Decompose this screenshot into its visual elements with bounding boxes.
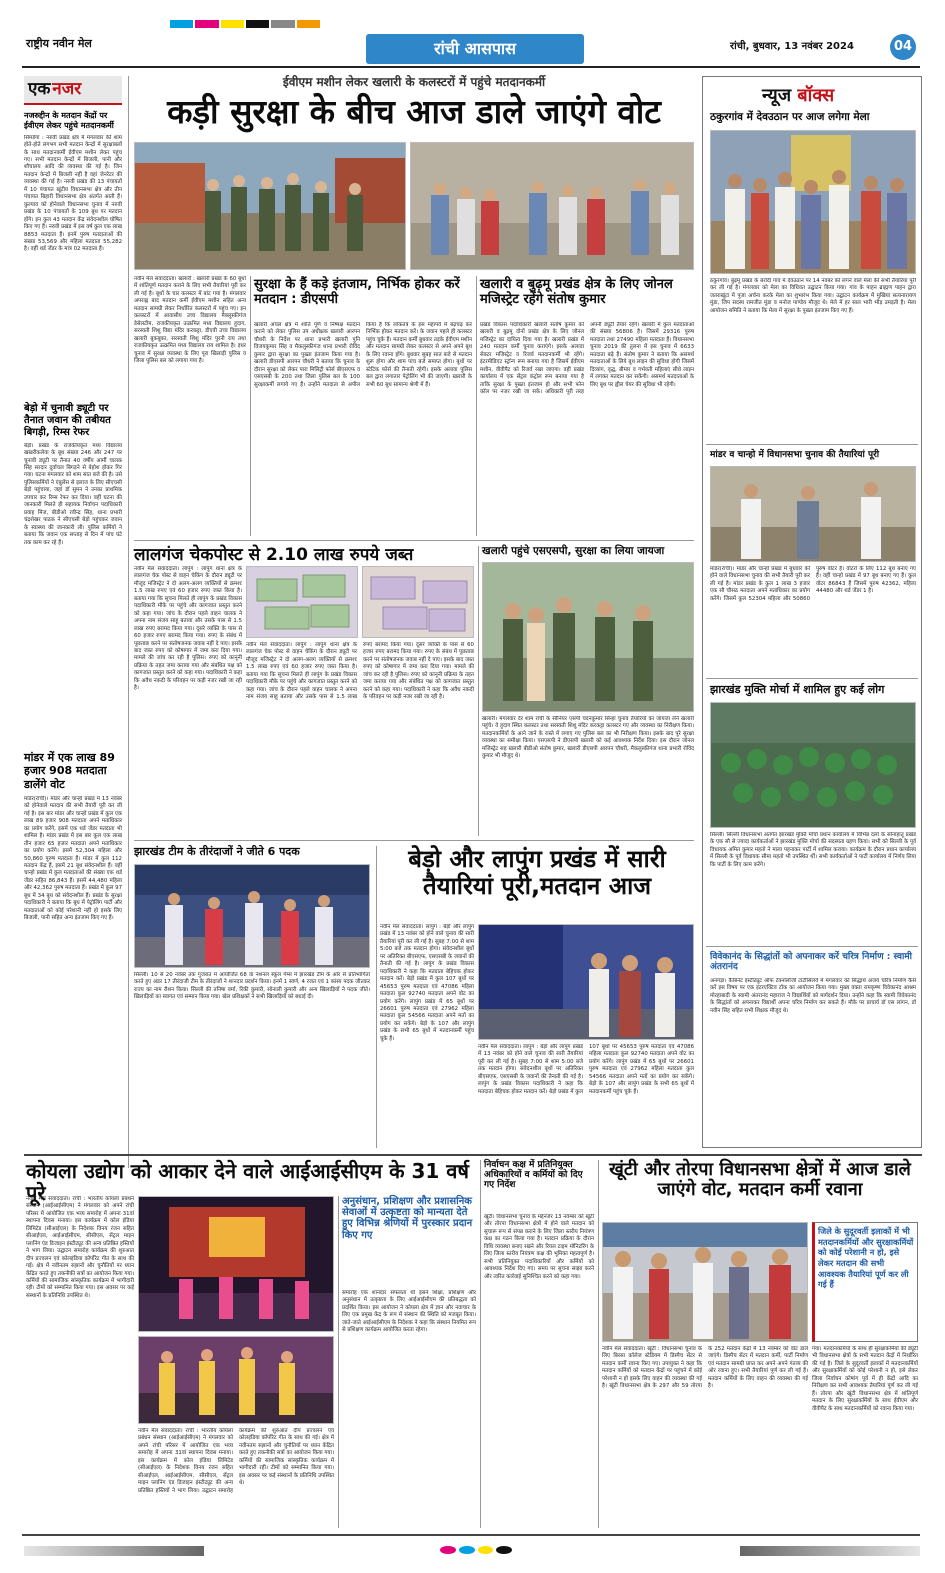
page-number: 04 — [890, 34, 916, 60]
khunti-side: गया। मतदानकर्मियों के साथ ही सुरक्षाकर्मियों की ड्यूटी भी विधानसभा क्षेत्रों के सभी मतदान केंद्रों में निर्धारित की गई है। जिले के सुदूरवर्ती इलाकों में मतदानकर्मियों और सुरक्षाकर्मियों को कोई परेशानी न हो, इसे लेकर जिला निर्वाचन कोषांग पूर्व में ही केंद्रों आदि का निरीक्षण कर सभी आवश्यक तैयारियां पूर्ण कर ली गई हैं। तोरपा और खूंटी विधानसभा क्षेत्र में शांतिपूर्ण मतदान के लिए सुरक्षाकर्मियों के साथ ईवीएम और वीवीपैट के साथ मतदानकर्मियों को रवाना किया गया। — [812, 1346, 918, 1412]
news-box-title: न्यूज बॉक्स — [762, 85, 835, 106]
khunti-headline: खूंटी और तोरपा विधानसभा क्षेत्रों में आज डाले जाएंगे वोट, मतदान कर्मी रवाना — [609, 1159, 911, 1201]
mandar-photo — [710, 466, 916, 562]
jmm-headline: झारखंड मुक्ति मोर्चा में शामिल हुए कई लोग — [710, 683, 885, 696]
color-bar-top — [170, 20, 320, 29]
lead-headline: कड़ी सुरक्षा के बीच आज डाले जाएंगे वोट — [167, 92, 661, 131]
nazar-story-2-body: बेड़ो। प्रखंड के राजकीयकृत मध्य विद्यालय खखरीकलेवा के बूथ संख्या 246 और 247 पर चुनावी ड्यूटी पर तैनात 40 वर्षीय आर्मी चालक सिंह सरदार दूर्वाचल बिगड़ने से बेहोश होकर गिर गया। घटना मंगलवार को शाम सात बजे की है। उसे पुलिसकर्मियों ने एंबुलेंस से इलाज के लिए सीएचसी बेड़ो पहुंचाया, जहां डॉ सुमन ने उनका प्राथमिक उपचार कर रिम्स रेफर कर दिया। वहीं घटना की जानकारी मिलते ही सहायक निर्वाचन पदाधिकारी प्रवाह मिंज, बीडीओ रवीन्द्र सिंह, थाना प्रभारी चंद्रशेखर पाठक ने सीएचसी बेड़ो पहुंचकर जवान के स्वास्थ्य की जानकारी ली। पुलिस कर्मियों ने बताया कि जवान एक सप्ताह से दिन में पांच घंटे तक काम कर रहे हैं। — [24, 442, 122, 546]
bero-photo — [478, 924, 694, 1040]
lalganj-body-cont: नवीन मेल संवाददाता। लापुंग : लापुंग थाना क्षेत्र के लालगंज चेक पोस्ट से वाहन चेकिंग के दौरान ड्यूटी पर मौजूद मजिस्ट्रेट ने दो अलग-अलग व्यक्तियों से क्रमशः 1.5 लाख रुपए एवं 60 हजार रुपए जब्त किया है। बताया गया कि सूचना मिलते ही लापुंग के प्रखंड विकास पदाधिकारी मौके पर पहुंचे और कागजात प्रस्तुत करने को कहा गया। जांच के दौरान पहले वाहन चालक ने अपना नाम संजय साहू बताया और उसके पास से 1.5 लाख रुपए बरामद किया गया। दूसरे व्यक्ति के पास से 60 हजार रुपए बरामद किया गया। रुपए के संबंध में पूछताछ करने पर संतोषजनक जवाब नहीं दे पाए। इसके बाद जब्त रुपए को कोषागार में जमा करा दिया गया। मामले की जांच कर रही है पुलिस। रुपए को कानूनी प्रक्रिया के तहत जमा कराया गया और संबंधित पक्ष को कागजात प्रस्तुत करने को कहा गया। पदाधिकारी ने कहा कि अवैध नकदी के परिवहन पर कड़ी नजर रखी जा रही है। — [246, 642, 474, 701]
color-bar-bottom — [440, 1546, 512, 1556]
nazar-story-3-head: मांडर में एक लाख 89 हजार 908 मतदाता डालेंगे वोट — [24, 750, 115, 792]
footer-rule — [22, 1534, 920, 1536]
dsp-body: खलारी अंचल क्षेत्र में शांति पूर्ण व निष्पक्ष मतदान कराने को लेकर पुलिस उप अधीक्षक खलारी आरपन चौधरी के निर्देश पर थाना प्रभारी खलारी पुनि विजयकुमार सिंह व मैकलुस्कीगंज थाना प्रभारी रोविंद कुमार द्वारा सुरक्षा का पुख्ता इंतजाम किया गया है। खलारी डीएसपी आरपन चौधरी ने बताया कि चुनाव के दौरान सुरक्षा को लेकर पारा मिलिट्री फोर्स बीएसएफ व एसएसबी के 200 तथा जिला पुलिस बल के 100 सुरक्षाकर्मी लगाये गए हैं। उन्होंने मतदाता से अपील किया है कि लोकतंत्र के इस महापर्व में बढ़चढ़ कर निर्भिक होकर मतदान करें। के जवान पहले ही कलस्टर पहुंच चुके हैं। मतदान कर्मी बुधवार तड़के ईवीएम मशीन और मतदान सामग्री लेकर कलस्टर से अपने अपने बूथ के लिए रवाना होंगे। बुधवार सुबह सात बजे से मतदान शुरू होगा और शाम पांच बजे समाप्त होगा। बूथों पर स्टेटिक फोर्स की तैनाती रहेगी। इसके अलावा पुलिस बल द्वारा लगातार पेट्रोलिंग भी की जाएगी। खलारी के सभी 60 बूथ सामान्य श्रेणी में हैं। — [254, 322, 472, 388]
jmm-body: सिल्ली। सिल्ली विधानसभा अंतर्गत झारखंड मुक्ति मोर्चा प्रधान कार्यालय में विभिन्न दलों के सोनाहातू प्रखंड के एक सौ से ज्यादा कार्यकर्ताओं ने झारखंड मुक्ति मोर्चा की सदस्यता ग्रहण किया। सभी को सिल्ली के पूर्व विधायक अमित कुमार महतो ने माला पहनाकर पार्टी में शामिल कराया। कार्यक्रम के दौरान प्रधान कार्यालय में सिल्ली के पूर्व विधायक सीमा महतो भी उपस्थित थीं। सभी कार्यकर्ताओं ने पार्टी कार्यालय में निर्णय लिया कि पार्टी के लिए काम करेंगे। — [710, 832, 916, 868]
vivek-headline: विवेकानंद के सिद्धांतों को अपनाकर करें चरित्र निर्माण : स्वामी अंतरानंद — [710, 952, 912, 973]
lead-body: नवीन मेल संवाददाता। खलारी : खलारी प्रखंड के 60 बूथों में शांतिपूर्ण मतदान कराने के लिए सभी तैयारियां पूरी कर ली गई है। बूथों के चार कलस्टर में बांट गया है। मंगलवार अपराह्न बाद मतदान कर्मी ईवीएम मशीन सहित अन्य मतदान सामग्री लेकर निर्धारित कलस्टरों में पहुंच गए। इन कलस्टरों में आवासीय उच्च विद्यालय मैक्लुस्कीगंज डेसेलटीम, राजकीयकृत उत्क्रमित मध्य विद्यालय हुदाग, सरस्वती शिशु विद्या मंदिर करकट्टा, डीएवी उच्च विद्यालय खलारी बुकबुका, सरस्वती शिशु मंदिर पुरनी राय तथा राजकीयकृत उत्क्रमित मध्य विद्यालय राय शामिल है। इधर चुनाव में सुरक्षा व्यवस्था के लिए पूरा खिलाड़ी पुलिस व जिला पुलिस बल को लगाया गया है। — [134, 276, 246, 364]
section-title: रांची आसपास — [366, 34, 584, 64]
archery-body: सिल्ली। 10 से 20 नवंबर तक गुजरात में आयोजित 68 वां नेशनल स्कूल गेम्स में झारखंड टीम के ओर से प्रतिभागिता करते हुए अंडर 17 तीरंदाजी टीम के तीरंदाजों ने शानदार प्रदर्शन किया। इनमें 1 स्वर्ण, 4 रजत एवं 1 कांस्य पदक जीतकर राज्य का नाम रौशन किया। सिल्ली की तनिषा वर्मा, रिंकी कुमारी, सोनाली कुमारी और अन्य खिलाड़ियों ने पदक जीते। खिलाड़ियों का स्वागत एवं सम्मान किया गया। खेल प्रशिक्षकों ने सभी खिलाड़ियों को बधाई दी। — [134, 972, 370, 1001]
lalganj-body: नवीन मेल संवाददाता। लापुंग : लापुंग थाना क्षेत्र के लालगंज चेक पोस्ट से वाहन चेकिंग के दौरान ड्यूटी पर मौजूद मजिस्ट्रेट ने दो अलग-अलग व्यक्तियों से क्रमशः 1.5 लाख रुपए एवं 60 हजार रुपए जब्त किया है। बताया गया कि सूचना मिलते ही लापुंग के प्रखंड विकास पदाधिकारी मौके पर पहुंचे और कागजात प्रस्तुत करने को कहा गया। जांच के दौरान पहले वाहन चालक ने अपना नाम संजय साहू बताया और उसके पास से 1.5 लाख रुपए बरामद किया गया। दूसरे व्यक्ति के पास से 60 हजार रुपए बरामद किया गया। रुपए के संबंध में पूछताछ करने पर संतोषजनक जवाब नहीं दे पाए। इसके बाद जब्त रुपए को कोषागार में जमा करा दिया गया। मामले की जांच कर रही है पुलिस। रुपए को कानूनी प्रक्रिया के तहत जमा कराया गया और संबंधित पक्ष को कागजात प्रस्तुत करने को कहा गया। पदाधिकारी ने कहा कि अवैध नकदी के परिवहन पर कड़ी नजर रखी जा रही है। — [134, 566, 242, 692]
khunti-body: नवीन मेल संवाददाता। खूंटी : विधानसभा चुनाव के लिए बिरसा कॉलेज स्टेडियम में डिस्पैच सेंटर से मतदान कर्मी रवाना किए गए। उपायुक्त ने कहा कि मतदान कर्मियों को मतदान केंद्रों पर पहुंचने में कोई परेशानी न हो इसके लिए वाहन की व्यवस्था की गई है। खूंटी विधानसभा क्षेत्र के 297 और 59 तोरपा के 252 मतदान केंद्रों में 13 नवम्बर को वोट डाले जाएंगे। डिस्पैच सेंटर में मतदान कर्मी, पार्टी निर्माण एवं मतदान सामग्री प्राप्त कर अपने अपने गंतव्य की ओर रवाना हुए। सभी तैयारियां पूर्ण कर ली गई हैं। मतदान कर्मियों के लिए वाहन की व्यवस्था की गई है। — [602, 1346, 808, 1390]
commission-body: खूंटी। विधानसभा चुनाव के मद्देनजर 13 नवम्बर को खूंटी और तोरपा विधानसभा क्षेत्रों में होने वाले मतदान को सुचारू रूप से संपन्न कराने के लिए जिला स्तरीय नियंत्रण कक्ष का गठन किया गया है। मतदान प्रक्रिया के दौरान विधि व्यवस्था बनाए रखने और रियल टाइम मॉनिटरिंग के लिए जिला स्तरीय नियंत्रण कक्ष की भूमिका महत्वपूर्ण है। सभी प्रतिनियुक्त पदाधिकारियों और कर्मियों को आवश्यक निर्देश दिए गए। समय पर सूचना साझा करने और त्वरित कार्रवाई सुनिश्चित करने को कहा गया। — [484, 1214, 594, 1280]
commission-headline: निर्वाचन कक्ष में प्रतिनियुक्त अधिकारियों व कर्मियों को दिए गए निर्देश — [484, 1160, 583, 1191]
khunti-pull-quote: जिले के सुदूरवर्ती इलाकों में भी मतदानकर्मियों और सुरक्षाकर्मियों को कोई परेशानी न हो, इसे लेकर मतदान की सभी आवश्यक तैयारियां पूर्ण कर ली गई हैं — [812, 1222, 918, 1342]
coal-sub-body: समारोह एक शानदार सफलता थी इसने शिक्षा, प्रशिक्षण और अनुसंधान में उत्कृष्टता के लिए आईआईसीएम की प्रतिबद्धता को प्रदर्शित किया। इस आयोजन ने कोयला क्षेत्र में ज्ञान और नवाचार के लिए एक प्रमुख केंद्र के रूप में संस्थान की स्थिति को मजबूत किया। जाते-जाते आईआईसीएम के निदेशक ने कहा कि संस्थान नियमित रूप से प्रशिक्षण कार्यक्रम आयोजित करता रहेगा। — [342, 1290, 476, 1334]
bero-body-cont: नवीन मेल संवाददाता। लापुंग : बेड़ो और लापुंग प्रखंड में 13 नवंबर को होने वाले चुनाव की सारी तैयारियां पूरी कर ली गई है। सुबह 7:00 से शाम 5:00 बजे तक मतदान होगा। संवेदनशील बूथों पर अतिरिक्त बीएसएफ, एसएसबी के जवानों की तैनाती की गई है। लापुंग के प्रखंड विकास पदाधिकारी ने कहा कि मतदाता बेहिचक होकर मतदान करें। बेड़ो प्रखंड में कुल 107 बूथों पर 45653 पुरुष मतदाता एवं 47086 महिला मतदाता कुल 92740 मतदाता अपने वोट का प्रयोग करेंगे। लापुंग प्रखंड में 65 बूथों पर 26601 पुरुष मतदाता एवं 27962 महिला मतदाता कुल 54566 मतदाता अपने मतों का प्रयोग कर सकेंगे। बेड़ो के 107 और लापुंग प्रखंड के सभी 65 बूथों में मतदानकर्मी पहुंच चुके हैं। — [478, 1044, 694, 1095]
lead-photo-security — [134, 142, 406, 270]
archery-headline: झारखंड टीम के तीरंदाजों ने जीते 6 पदक — [134, 845, 300, 858]
ek-nazar-column — [24, 76, 122, 1168]
magistrate-headline: खलारी व बुढ़मू प्रखंड क्षेत्र के लिए जोनल मजिस्ट्रेट रहेंगे संतोष कुमार — [480, 277, 673, 307]
coal-body: नवीन मेल संवाददाता। रांची : भारतीय कोयला प्रबंधन संस्थान (आईआईसीएम) ने मंगलवार को अपने रांची परिसर में आयोजित एक भव्य समारोह में अपना 31वां स्थापना दिवस मनाया। इस कार्यक्रम में कोल इंडिया लिमिटेड (सीआईएल) के निदेशक विनय रंजन सहित सीआईएल, आईआईसीएम, सीसीएल, सेंट्रल माइन प्लानिंग एंड डिजाइन इंस्टीट्यूट की अन्य प्रतिष्ठित हस्तियों ने भाग लिया। उद्घाटन समारोह कार्यक्रम की शुरुआत दीप प्रज्वलन एवं कोलइंडिया कॉर्पोरेट गीत के साथ की गई। क्षेत्र में नवीनतम रुझानों और चुनौतियों पर ध्यान केंद्रित करते हुए तकनीकी सत्रों का आयोजन किया गया। कर्मियों की सामाजिक सांस्कृतिक कार्यक्रम में भागीदारी रही। टीमों को सम्मानित किया गया। इस अवसर पर कई संस्थानों के प्रतिनिधि उपस्थित थे। — [26, 1196, 134, 1299]
coal-photo-stage — [138, 1196, 334, 1332]
vivek-body: अनगड़ा। कैबिनेट इंस्टीट्यूट ऑफ टेक्नोलॉजी टाटीसिलवे में मंगलवार को सिद्धार्थ अजय चरित्र निर्माण कैसे करें इस विषय पर एक इंटरएक्टिव टॉक का आयोजन किया गया। मुख्य वक्ता रामकृष्ण विवेकानंद आश्रम मोरहाबादी के स्वामी अंतरानंद महाराज ने विद्यार्थियों को मार्गदर्शन दिया। उन्होंने कहा कि स्वामी विवेकानंद के सिद्धांतों को अपनाकर विद्यार्थी अपना चरित्र निर्माण कर सकते हैं। मौके पर प्राचार्य डॉ एस लांगन, डॉ नवीन सिंह सहित सभी शिक्षक मौजूद थे। — [710, 978, 916, 1014]
lead-kicker: ईवीएम मशीन लेकर खलारी के कलस्टरों में पहुंचे मतदानकर्मी — [282, 75, 546, 89]
nazar-story-2-head: बेड़ो में चुनावी ड्यूटी पर तैनात जवान की तबीयत बिगड़ी, रिम्स रेफर — [24, 402, 111, 438]
lalganj-photo-cash-1 — [246, 566, 358, 638]
dsp-headline: सुरक्षा के हैं कड़े इंतजाम, निर्भिक होकर करें मतदान : डीएसपी — [254, 277, 460, 307]
nazar-story-1-head: नजरुद्दीन के मतदान केंद्रों पर ईवीएम लेकर पहुंचे मतदानकर्मी — [24, 111, 114, 131]
lead-photo-poll-workers — [410, 142, 694, 270]
paper-name: राष्ट्रीय नवीन मेल — [26, 37, 92, 50]
gradient-bar-right — [740, 1546, 920, 1556]
mela-headline: ठकुरगांव में देवउठान पर आज लगेगा मेला — [710, 111, 870, 123]
mandar-headline: मांडर व चान्हो में विधानसभा चुनाव की तैयारियां पूरी — [710, 450, 880, 460]
gradient-bar-left — [24, 1546, 204, 1556]
dateline: रांची, बुधवार, 13 नवंबर 2024 — [730, 41, 854, 52]
ssp-headline: खलारी पहुंचे एसएसपी, सुरक्षा का लिया जायजा — [482, 545, 665, 557]
ssp-photo — [482, 562, 694, 712]
bero-body: नवीन मेल संवाददाता। लापुंग : बेड़ो और लापुंग प्रखंड में 13 नवंबर को होने वाले चुनाव की सारी तैयारियां पूरी कर ली गई है। सुबह 7:00 से शाम 5:00 बजे तक मतदान होगा। संवेदनशील बूथों पर अतिरिक्त बीएसएफ, एसएसबी के जवानों की तैनाती की गई है। लापुंग के प्रखंड विकास पदाधिकारी ने कहा कि मतदाता बेहिचक होकर मतदान करें। बेड़ो प्रखंड में कुल 107 बूथों पर 45653 पुरुष मतदाता एवं 47086 महिला मतदाता कुल 92740 मतदाता अपने वोट का प्रयोग करेंगे। लापुंग प्रखंड में 65 बूथों पर 26601 पुरुष मतदाता एवं 27962 महिला मतदाता कुल 54566 मतदाता अपने मतों का प्रयोग कर सकेंगे। बेड़ो के 107 और लापुंग प्रखंड के सभी 65 बूथों में मतदानकर्मी पहुंच चुके हैं। — [380, 924, 474, 1042]
coal-photo-dance — [138, 1336, 334, 1424]
coal-headline: कोयला उद्योग को आकार देने वाले आईआईसीएम के 31 वर्ष पूरे — [26, 1159, 469, 1206]
archery-photo — [134, 864, 370, 968]
khunti-photo — [602, 1222, 808, 1342]
bero-headline: बेड़ो और लापुंग प्रखंड में सारी तैयारियां पूरी,मतदान आज — [408, 845, 666, 900]
mela-photo — [710, 130, 916, 274]
coal-sub-kicker: अनुसंधान, प्रशिक्षण और प्रशासनिक सेवाओं में उत्कृष्टता को मान्यता देते हुए विभिन्न श्रेणियों में पुरस्कार प्रदान किए गए — [342, 1196, 473, 1241]
lalganj-photo-cash-2 — [362, 566, 474, 638]
jmm-photo — [710, 702, 916, 828]
lalganj-headline: लालगंज चेकपोस्ट से 2.10 लाख रुपये जब्त — [134, 545, 414, 565]
nazar-story-1-body: सिमडेगा : नरुवी प्रखंड क्षेत्र में मंगलवार की शाम होते-होते लगभग सभी मतदान केन्द्रों में सुरक्षाबलों के साथ मतदानकर्मी ईवीएम मशीन लेकर पहुंच गए। सभी मतदान केन्द्रों में बिजली, पानी और शौचालय आदि की व्यवस्था की गई है। जिन मतदान केन्द्रों में बिजली नहीं है वहां जेनरेटर की व्यवस्था की गई है। नरुवी प्रखंड की 13 पंचायतों में 10 पंचायत खूंटीय विधानसभा क्षेत्र और तीन पंचायत बिहारी विधानसभा क्षेत्र अंतर्गत आती हैं। कुल्याव को होनेवाले विधानसभा चुनाव में नरुवी प्रखंड के 10 पंचायतों के 109 बूथ पर मतदान होंगे। इन कुल 43 मतदान केंद्र संवेदनशील घोषित किए गए हैं। नरुवी प्रखंड में इस वर्ष कुल एक लाख 8853 मतदाता हैं। इनमें पुरुष मतदाताओं की संख्या 53,569 और महिला मतदाता 55,282 है। वहीं थर्ड जेंडर के मात्र 02 मतदाता हैं। — [24, 134, 122, 253]
column-divider — [128, 76, 129, 1168]
coal-body-cont: नवीन मेल संवाददाता। रांची : भारतीय कोयला प्रबंधन संस्थान (आईआईसीएम) ने मंगलवार को अपने रांची परिसर में आयोजित एक भव्य समारोह में अपना 31वां स्थापना दिवस मनाया। इस कार्यक्रम में कोल इंडिया लिमिटेड (सीआईएल) के निदेशक विनय रंजन सहित सीआईएल, आईआईसीएम, सीसीएल, सेंट्रल माइन प्लानिंग एंड डिजाइन इंस्टीट्यूट की अन्य प्रतिष्ठित हस्तियों ने भाग लिया। उद्घाटन समारोह कार्यक्रम की शुरुआत दीप प्रज्वलन एवं कोलइंडिया कॉर्पोरेट गीत के साथ की गई। क्षेत्र में नवीनतम रुझानों और चुनौतियों पर ध्यान केंद्रित करते हुए तकनीकी सत्रों का आयोजन किया गया। कर्मियों की सामाजिक सांस्कृतिक कार्यक्रम में भागीदारी रही। टीमों को सम्मानित किया गया। इस अवसर पर कई संस्थानों के प्रतिनिधि उपस्थित थे। — [138, 1428, 334, 1494]
magistrate-body: प्रखंड विकास पदाधिकारी खलारी संतोष कुमार को खलारी व बुढ़मू दोनों प्रखंड क्षेत्र के लिए जोनल मजिस्ट्रेट का दायित्व दिया गया है। खलारी प्रखंड में 240 मतदान कर्मी चुनाव कराएंगे। इसके अलावा सेक्टर मजिस्ट्रेट व रिजर्व मतदानकर्मी भी रहेंगे। इंटरमीडिएट स्ट्रॉन्ग रूम बनाया गया है जिसमें ईवीएम मशीन, वीवीपैट को रिजर्व रखा जाएगा। वहीं प्रखंड कार्यालय में एक सेंट्रल कंट्रोल रूम बनाया गया है ताकि सुरक्षा के पुख्ता इंतजाम हो और सभी फोन कॉल पर नजर रखी जा सके। अधिकारी पूरी तरह अपनी ड्यूटी तैयार रहेंगे। खलारी में कुल मतदाताओं की संख्या 56806 है। जिसमें 29316 पुरुष मतदाता तथा 27490 महिला मतदाता हैं। विधानसभा चुनाव 2019 की तुलना में इस चुनाव में 6633 मतदाता बढ़े हैं। संतोष कुमार ने बताया कि असमर्थ मतदाताओं के लिये बूथ लाइन की सुविधा होगी जिसमें दिव्यांग, वृद्ध, बीमार व गर्भवती महिलाएं सीधे लाइन में लगकर मतदान कर सकेंगी। असमर्थ मतदाताओं के लिए बूथ पर ह्वील चेयर की सुविधा भी रहेगी। — [480, 322, 694, 396]
masthead-rule — [22, 66, 920, 68]
mandar-body: मांडर(रांची)। मांडर और चान्हो प्रखंड में बुधवार को होने वाले विधानसभा चुनाव की सभी तैयारी पूरी कर ली गई है। मांडर प्रखंड के कुल 1 लाख 3 हजार एक सौ चौसठ मतदाता अपने मताधिकार का प्रयोग करेंगे। जिसमें कुल 52304 महिला और 50860 पुरुष वोटर हैं। वोटरों के लिए 112 बूथ बनाए गए हैं। वहीं चान्हो प्रखंड में 97 बूथ बनाए गए हैं। कुल वोटर 86843 हैं जिसमें पुरुष 42362, महिला 44480 और थर्ड जेंडर 1 है। — [710, 566, 916, 602]
ssp-body: खलारी। मंगलवार देर शाम रांची के सीनियर एसपी चंदनकुमार सिन्हा चुनाव तैयारियों का जायजा लेने खलारी पहुंचे। वे हुदाग स्थित कलस्टर तथा सरस्वती शिशु मंदिर करकट्टा कलस्टर गए और व्यवस्था का निरीक्षण किया। मतदानकर्मियों के आने जाने के रास्ते में लगाए गए पुलिस बल का भी निरीक्षण किया। इसके बाद पूरे सुरक्षा व्यवस्था का समीक्षा किया। एसएसपी ने डीएसपी खलारी को कई आवश्यक निर्देश दिया। इस दौरान जोनल मजिस्ट्रेट सह खलारी बीडीओ संतोष कुमार, खलारी डीएसपी आरपन चौधरी, मैकलुस्कीगंज थाना प्रभारी रोविंद कुमार भी मौजूद थे। — [482, 716, 694, 760]
mela-body: ठकुरगांव। बुढ़मू प्रखंड के बरोदी गांव में देवउठान पर 14 नवंबर को लगने वाले मेला की सभी तैयारियां पूरी कर ली गई है। मंगलवार को मेला का विधिवत उद्घाटन किया गया। गांव के पाहन ब्राह्मण पाहन द्वारा जतराखूंटा में पूजा अर्चना करके मेला का शुभारंभ किया गया। उद्घाटन कार्यक्रम में मुखिया सत्यनारायण मुंडा, जिप सदस्य रामजीत मुंडा व मनोज पाण्डेय मौजूद थे। मेले में हर साल भारी भीड़ उमड़ती है। मेला आयोजन समिति ने बताया कि मेला में सुरक्षा के पुख्ता इंतजाम किए गए हैं। — [710, 278, 916, 314]
ek-nazar-title: एक नजर — [24, 76, 122, 105]
nazar-story-3-body: मांडर(रांची)। मांडर और चान्हो प्रखंड में 13 नवंबर को होनेवाले मतदान की सभी तैयारी पूरी कर ली गई है। इस बार मांडर और चान्हो प्रखंड में कुल एक लाख 89 हजार 908 मतदाता अपने मताधिकार का प्रयोग करेंगे, इसमें एक थर्ड जेंडर मतदाता भी शामिल है। मांडर प्रखंड में इस बार कुल एक लाख तीन हजार 65 हजार मतदाता अपने मताधिकार का प्रयोग करेंगे। इसमें 52,304 महिला और 50,860 पुरुष मतदाता हैं। मांडर में कुल 112 मतदान केंद्र हैं, इसमें 21 बूथ संवेदनशील हैं। वहीं चान्हो प्रखंड में कुल मतदाताओं की संख्या एक थर्ड जेंडर सहित 86,843 हैं। इसमें 44,480 महिला और 42,362 पुरुष मतदाता हैं। प्रखंड में कुल 97 बूथ में 34 बूथ को संवेदनशील हैं। प्रखंड के सुरक्षा पदाधिकारी ने बताया कि बूथ में पेट्रोलिंग पार्टी और मतदाताओं को कोई परेशानी नहीं हो इसके लिए बिजली, पानी सहित अन्य इंतजाम किए गए हैं। — [24, 795, 122, 922]
